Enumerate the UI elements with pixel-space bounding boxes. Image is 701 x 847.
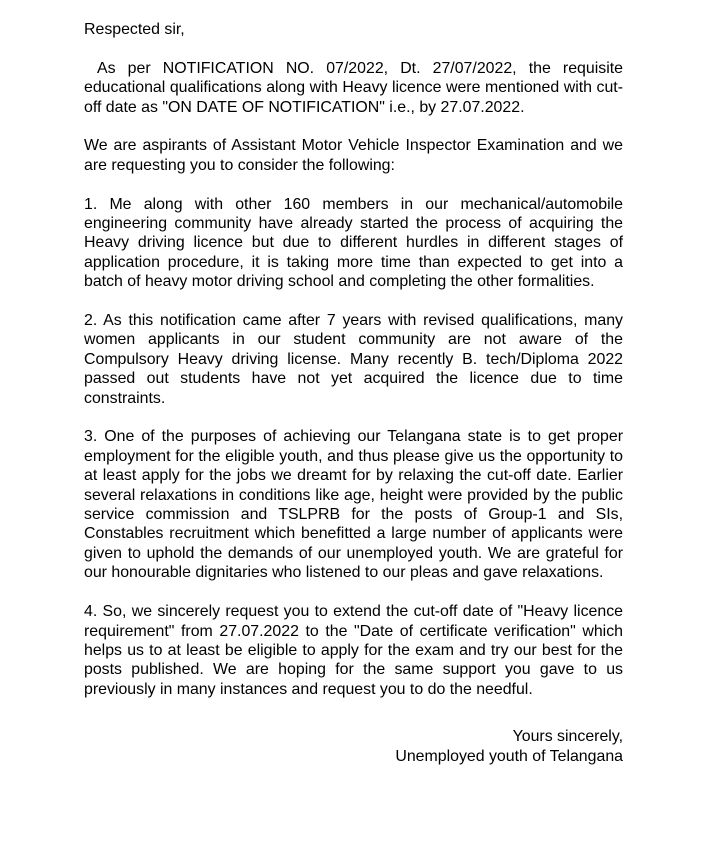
paragraph-point-4: 4. So, we sincerely request you to extend the cut-off date of "Heavy licence requirement" from 27.07.2022 to the "Date of certificate verification" which helps us to at least be eligible to apply for the exam and try our best for the posts published. We are hoping for the same support you gave to us previously in many instances and request you to do the needful. bbox=[84, 603, 623, 698]
signature-line: Unemployed youth of Telangana bbox=[395, 747, 623, 765]
paragraph-notification: As per NOTIFICATION NO. 07/2022, Dt. 27/07/2022, the requisite educational qualifications along with Heavy licence were mentioned with cut-off date as "ON DATE OF NOTIFICATION" i.e., by 27.07.2022. bbox=[84, 59, 623, 116]
paragraph-point-2: 2. As this notification came after 7 years with revised qualifications, many women applicants in our student community are not aware of the Compulsory Heavy driving license. Many recently B. tech/Diploma 2022 passed out students have not yet acquired the licence due to time constraints. bbox=[84, 312, 623, 407]
closing-block bbox=[84, 727, 623, 766]
letter-body bbox=[84, 20, 623, 766]
paragraph-aspirants: We are aspirants of Assistant Motor Vehicle Inspector Examination and we are requesting you to consider the following: bbox=[84, 137, 623, 174]
paragraph-point-1: 1. Me along with other 160 members in our mechanical/automobile engineering community have already started the process of acquiring the Heavy driving licence but due to different hurdles in different stages of application procedure, it is taking more time than expected to get into a batch of heavy motor driving school and completing the other formalities. bbox=[84, 195, 623, 291]
closing-line: Yours sincerely, bbox=[512, 728, 623, 746]
salutation: Respected sir, bbox=[84, 21, 185, 38]
paragraph-point-3: 3. One of the purposes of achieving our Telangana state is to get proper employment for the eligible youth, and thus please give us the opportunity to at least apply for the jobs we dreamt for by relaxing the cut-off date. Earlier several relaxations in conditions like age, height were provided by the public service commission and TSLPRB for the posts of Group-1 and SIs, Constables recruitment which benefitted a large number of applicants were given to uphold the demands of our unemployed youth. We are grateful for our honourable dignitaries who listened to our pleas and gave relaxations. bbox=[84, 428, 623, 582]
